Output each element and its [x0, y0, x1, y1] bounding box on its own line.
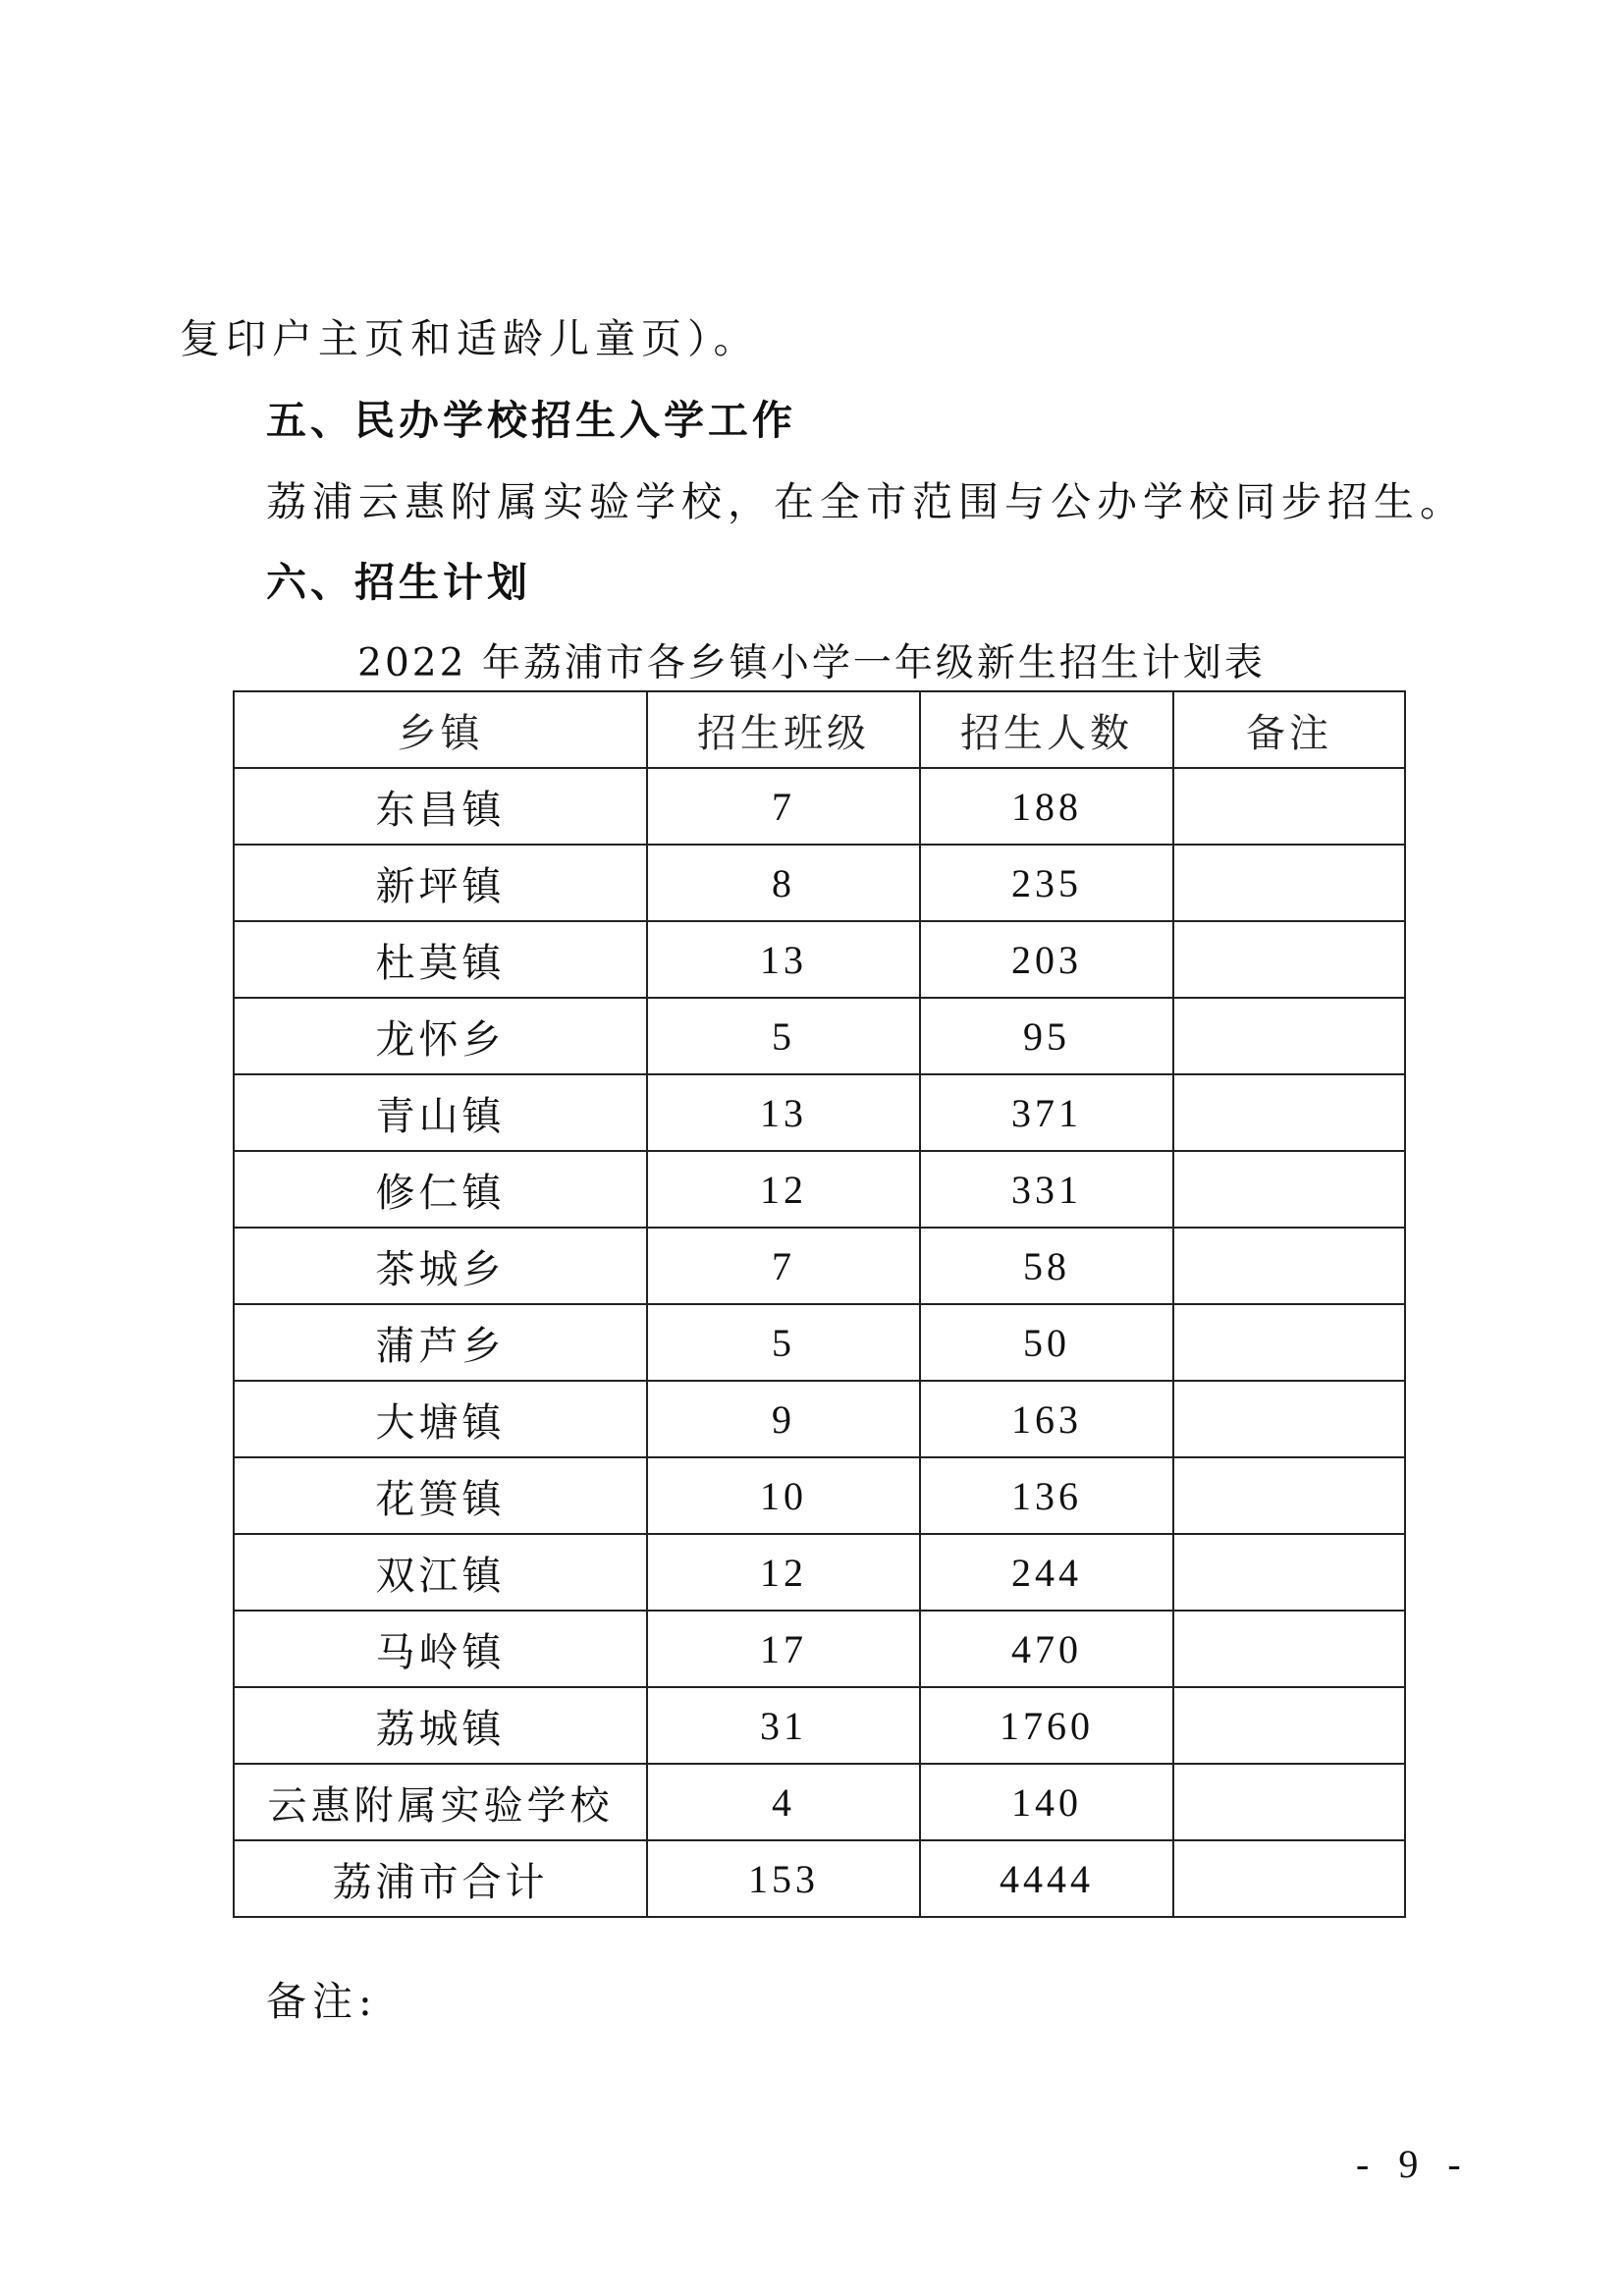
table-row: [234, 845, 1405, 921]
cell-students: 331: [920, 1151, 1173, 1228]
cell-note: [1173, 1687, 1405, 1764]
page-number: - 9 -: [1356, 2142, 1471, 2186]
header-students: 招生人数: [920, 691, 1173, 768]
cell-students: 235: [920, 845, 1173, 921]
cell-classes: 5: [647, 998, 920, 1074]
cell-town: 云惠附属实验学校: [234, 1764, 647, 1840]
cell-classes: 4: [647, 1764, 920, 1840]
cell-note: [1173, 1457, 1405, 1534]
remark-label: 备注:: [266, 1978, 378, 2025]
cell-town: 新坪镇: [234, 845, 647, 921]
cell-note: [1173, 1074, 1405, 1151]
cell-town: 荔城镇: [234, 1687, 647, 1764]
cell-classes: 13: [647, 921, 920, 998]
cell-town: 东昌镇: [234, 768, 647, 845]
table-row: [234, 1228, 1405, 1304]
cell-classes: 153: [647, 1840, 920, 1917]
cell-students: 58: [920, 1228, 1173, 1304]
cell-students: 140: [920, 1764, 1173, 1840]
cell-classes: 12: [647, 1151, 920, 1228]
table-row: [234, 1534, 1405, 1611]
cell-classes: 7: [647, 1228, 920, 1304]
cell-note: [1173, 1840, 1405, 1917]
cell-note: [1173, 845, 1405, 921]
cell-classes: 13: [647, 1074, 920, 1151]
cell-town: 杜莫镇: [234, 921, 647, 998]
table-row: [234, 1764, 1405, 1840]
cell-students: 470: [920, 1611, 1173, 1687]
cell-classes: 7: [647, 768, 920, 845]
cell-classes: 12: [647, 1534, 920, 1611]
cell-students: 188: [920, 768, 1173, 845]
cell-students: 163: [920, 1381, 1173, 1457]
cell-students: 244: [920, 1534, 1173, 1611]
table-body: [234, 768, 1405, 1917]
table-row: [234, 1151, 1405, 1228]
cell-note: [1173, 998, 1405, 1074]
cell-town: 花篑镇: [234, 1457, 647, 1534]
table-row: [234, 1611, 1405, 1687]
cell-classes: 17: [647, 1611, 920, 1687]
header-note: 备注: [1173, 691, 1405, 768]
table-row: [234, 921, 1405, 998]
cell-students: 95: [920, 998, 1173, 1074]
header-town: 乡镇: [234, 691, 647, 768]
cell-students: 203: [920, 921, 1173, 998]
section-heading-enrollment-plan: 六、招生计划: [266, 559, 531, 606]
cell-students: 4444: [920, 1840, 1173, 1917]
cell-note: [1173, 1764, 1405, 1840]
table-row: [234, 1304, 1405, 1381]
section-text-private-schools: 荔浦云惠附属实验学校，在全市范围与公办学校同步招生。: [266, 478, 1466, 525]
table-row: [234, 1457, 1405, 1534]
section-heading-private-schools: 五、民办学校招生入学工作: [266, 397, 796, 444]
cell-note: [1173, 768, 1405, 845]
table-header-row: [234, 691, 1405, 768]
cell-note: [1173, 1228, 1405, 1304]
cell-town: 大塘镇: [234, 1381, 647, 1457]
header-classes: 招生班级: [647, 691, 920, 768]
cell-note: [1173, 1534, 1405, 1611]
enrollment-plan-table: [233, 690, 1406, 1918]
cell-students: 50: [920, 1304, 1173, 1381]
cell-students: 1760: [920, 1687, 1173, 1764]
table-row: [234, 1381, 1405, 1457]
cell-town: 双江镇: [234, 1534, 647, 1611]
table-row: [234, 1074, 1405, 1151]
cell-students: 371: [920, 1074, 1173, 1151]
cell-classes: 31: [647, 1687, 920, 1764]
cell-note: [1173, 1304, 1405, 1381]
table-row: [234, 1840, 1405, 1917]
cell-town: 茶城乡: [234, 1228, 647, 1304]
table-title: 2022 年荔浦市各乡镇小学一年级新生招生计划表: [357, 641, 1266, 685]
cell-note: [1173, 1151, 1405, 1228]
cell-note: [1173, 921, 1405, 998]
cell-town: 青山镇: [234, 1074, 647, 1151]
cell-town: 马岭镇: [234, 1611, 647, 1687]
cell-classes: 9: [647, 1381, 920, 1457]
cell-town: 修仁镇: [234, 1151, 647, 1228]
continuation-text: 复印户主页和适龄儿童页）。: [180, 315, 760, 362]
cell-students: 136: [920, 1457, 1173, 1534]
table-row: [234, 998, 1405, 1074]
table-row: [234, 768, 1405, 845]
cell-note: [1173, 1381, 1405, 1457]
cell-town: 蒲芦乡: [234, 1304, 647, 1381]
cell-classes: 10: [647, 1457, 920, 1534]
cell-note: [1173, 1611, 1405, 1687]
cell-town: 荔浦市合计: [234, 1840, 647, 1917]
cell-classes: 5: [647, 1304, 920, 1381]
cell-town: 龙怀乡: [234, 998, 647, 1074]
table-row: [234, 1687, 1405, 1764]
cell-classes: 8: [647, 845, 920, 921]
